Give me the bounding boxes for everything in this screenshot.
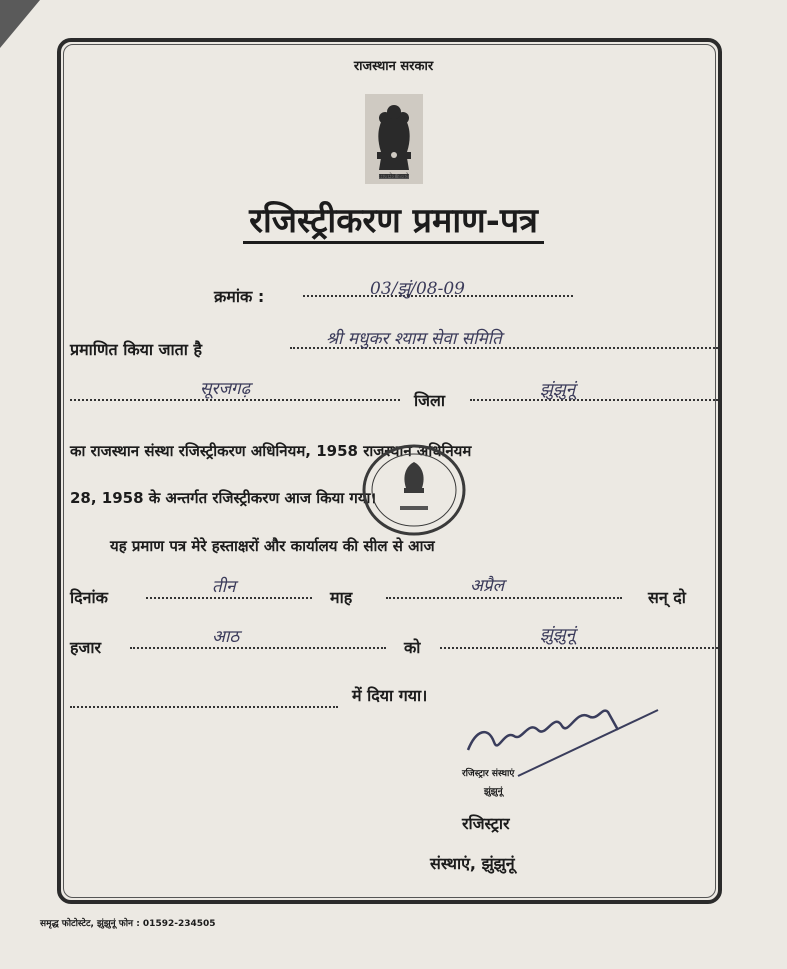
sign-statement: यह प्रमाण पत्र मेरे हस्ताक्षरों और कार्यालय की सील से आज — [110, 537, 435, 555]
date-value: तीन — [212, 577, 236, 597]
month-label: माह — [330, 588, 353, 607]
registrar-stamp-line-1: रजिस्ट्रार संस्थाएं — [462, 769, 515, 779]
thousand-field — [130, 634, 386, 653]
date-label: दिनांक — [70, 588, 108, 607]
thousand-value: आठ — [212, 627, 240, 647]
certified-label: प्रमाणित किया जाता है — [70, 340, 202, 359]
year-label: सन् दो — [648, 588, 686, 607]
printer-footer: समृद्ध फोटोस्टेट, झुंझुनूं फोन : 01592-234505 — [40, 919, 216, 929]
given-field — [70, 693, 338, 712]
certificate-title-text: रजिस्ट्रीकरण प्रमाण-पत्र — [243, 201, 544, 244]
certificate-title — [0, 196, 787, 242]
society-name: श्री मधुकर श्याम सेवा समिति — [326, 329, 502, 349]
at-field — [440, 634, 718, 653]
act-text-line-2: 28, 1958 के अन्तर्गत रजिस्ट्रीकरण आज किया गया। — [70, 489, 377, 507]
registrar-stamp-line-2: झुंझुनूं — [484, 787, 503, 797]
registrar-office: संस्थाएं, झुंझुनूं — [430, 854, 515, 873]
at-label: को — [404, 638, 421, 657]
month-value: अप्रैल — [470, 576, 505, 596]
serial-label: क्रमांक : — [214, 287, 265, 306]
place-value: सूरजगढ़ — [200, 379, 251, 399]
serial-value: 03/झुं/08-09 — [370, 279, 465, 299]
district-value: झुंझुनूं — [540, 380, 576, 400]
district-label: जिला — [414, 391, 446, 410]
emblem-caption: सत्यमेव जयते — [379, 173, 409, 180]
thousand-label: हजार — [70, 638, 102, 657]
government-name: राजस्थान सरकार — [353, 59, 434, 74]
at-value: झुंझुनूं — [540, 625, 576, 645]
given-label: में दिया गया। — [352, 686, 428, 705]
district-field — [470, 386, 718, 405]
act-text-line-1: का राजस्थान संस्था रजिस्ट्रीकरण अधिनियम, 1958 राजस्थान अधिनियम — [70, 442, 472, 460]
scan-corner-shadow — [0, 0, 40, 48]
office-seal — [360, 442, 468, 542]
registrar-title: रजिस्ट्रार — [462, 814, 510, 833]
